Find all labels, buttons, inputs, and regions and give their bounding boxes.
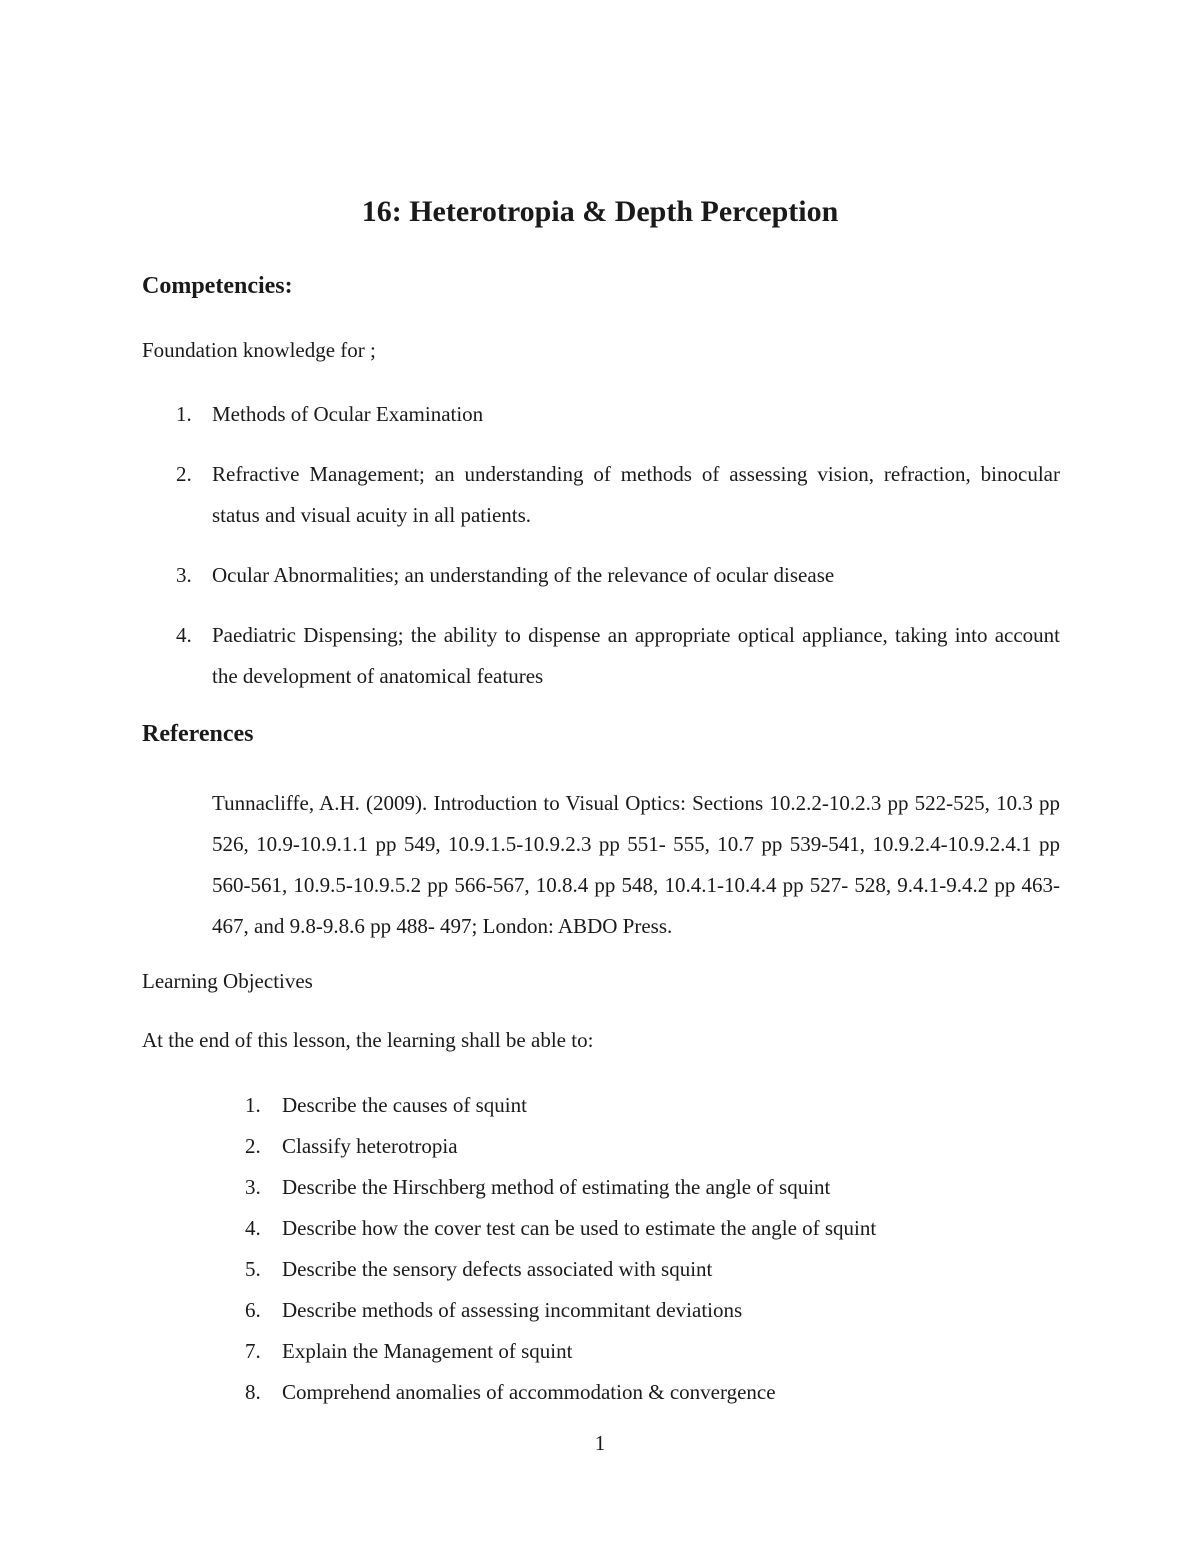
list-item	[212, 1208, 1060, 1249]
list-item-number: 5.	[245, 1257, 261, 1281]
list-item-number: 4.	[176, 623, 192, 647]
list-item-number: 6.	[245, 1298, 261, 1322]
list-item-text: Classify heterotropia	[282, 1134, 458, 1158]
references-heading: References	[142, 721, 254, 747]
competencies-list	[142, 394, 1060, 716]
list-item-text: Describe how the cover test can be used to estimate the angle of squint	[282, 1216, 877, 1240]
competencies-heading: Competencies:	[142, 273, 293, 299]
list-item	[142, 555, 1060, 596]
reference-entry: Tunnacliffe, A.H. (2009). Introduction to Visual Optics: Sections 10.2.2-10.2.3 pp 522-525, 10.3 pp 526, 10.9-10.9.1.1 pp 549, 10.9.1.5-10.9.2.3 pp 551- 555, 10.7 pp 539-541, 10.9.2.4-10.9.2.4.1 pp 560-561, 10.9.5-10.9.5.2 pp 566-567, 10.8.4 pp 548, 10.4.1-10.4.4 pp 527- 528, 9.4.1-9.4.2 pp 463-467, and 9.8-9.8.6 pp 488- 497; London: ABDO Press.	[212, 791, 1060, 938]
list-item-number: 7.	[245, 1339, 261, 1363]
list-item-number: 3.	[245, 1175, 261, 1199]
list-item-text: Describe the sensory defects associated with squint	[282, 1257, 713, 1281]
list-item-number: 2.	[245, 1134, 261, 1158]
list-item-text: Methods of Ocular Examination	[212, 402, 484, 426]
list-item-number: 4.	[245, 1216, 261, 1240]
page-number: 1	[594, 1431, 606, 1455]
learning-objectives-heading: Learning Objectives	[142, 969, 313, 993]
list-item-number: 1.	[245, 1093, 261, 1117]
competencies-intro: Foundation knowledge for ;	[142, 338, 376, 362]
list-item	[142, 454, 1060, 536]
list-item-number: 2.	[176, 462, 192, 486]
list-item-text: Paediatric Dispensing; the ability to dispense an appropriate optical appliance, taking into account the development of anatomical features	[212, 623, 1060, 688]
list-item-number: 3.	[176, 563, 192, 587]
list-item-number: 8.	[245, 1380, 261, 1404]
list-item-text: Explain the Management of squint	[282, 1339, 573, 1363]
list-item	[212, 1167, 1060, 1208]
list-item	[212, 1331, 1060, 1372]
list-item	[212, 1126, 1060, 1167]
list-item	[212, 1085, 1060, 1126]
list-item-text: Describe the causes of squint	[282, 1093, 527, 1117]
list-item	[212, 1290, 1060, 1331]
list-item	[212, 1372, 1060, 1413]
list-item-text: Ocular Abnormalities; an understanding of the relevance of ocular disease	[212, 563, 835, 587]
list-item-text: Comprehend anomalies of accommodation & convergence	[282, 1380, 776, 1404]
learning-objectives-list	[212, 1085, 1060, 1413]
list-item-text: Refractive Management; an understanding of methods of assessing vision, refraction, binocular status and visual acuity in all patients.	[212, 462, 1060, 527]
list-item-text: Describe methods of assessing incommitant deviations	[282, 1298, 743, 1322]
list-item-number: 1.	[176, 402, 192, 426]
learning-objectives-intro: At the end of this lesson, the learning shall be able to:	[142, 1028, 594, 1052]
list-item	[142, 615, 1060, 697]
list-item-text: Describe the Hirschberg method of estimating the angle of squint	[282, 1175, 831, 1199]
list-item	[142, 394, 1060, 435]
page-title: 16: Heterotropia & Depth Perception	[361, 195, 839, 228]
list-item	[212, 1249, 1060, 1290]
